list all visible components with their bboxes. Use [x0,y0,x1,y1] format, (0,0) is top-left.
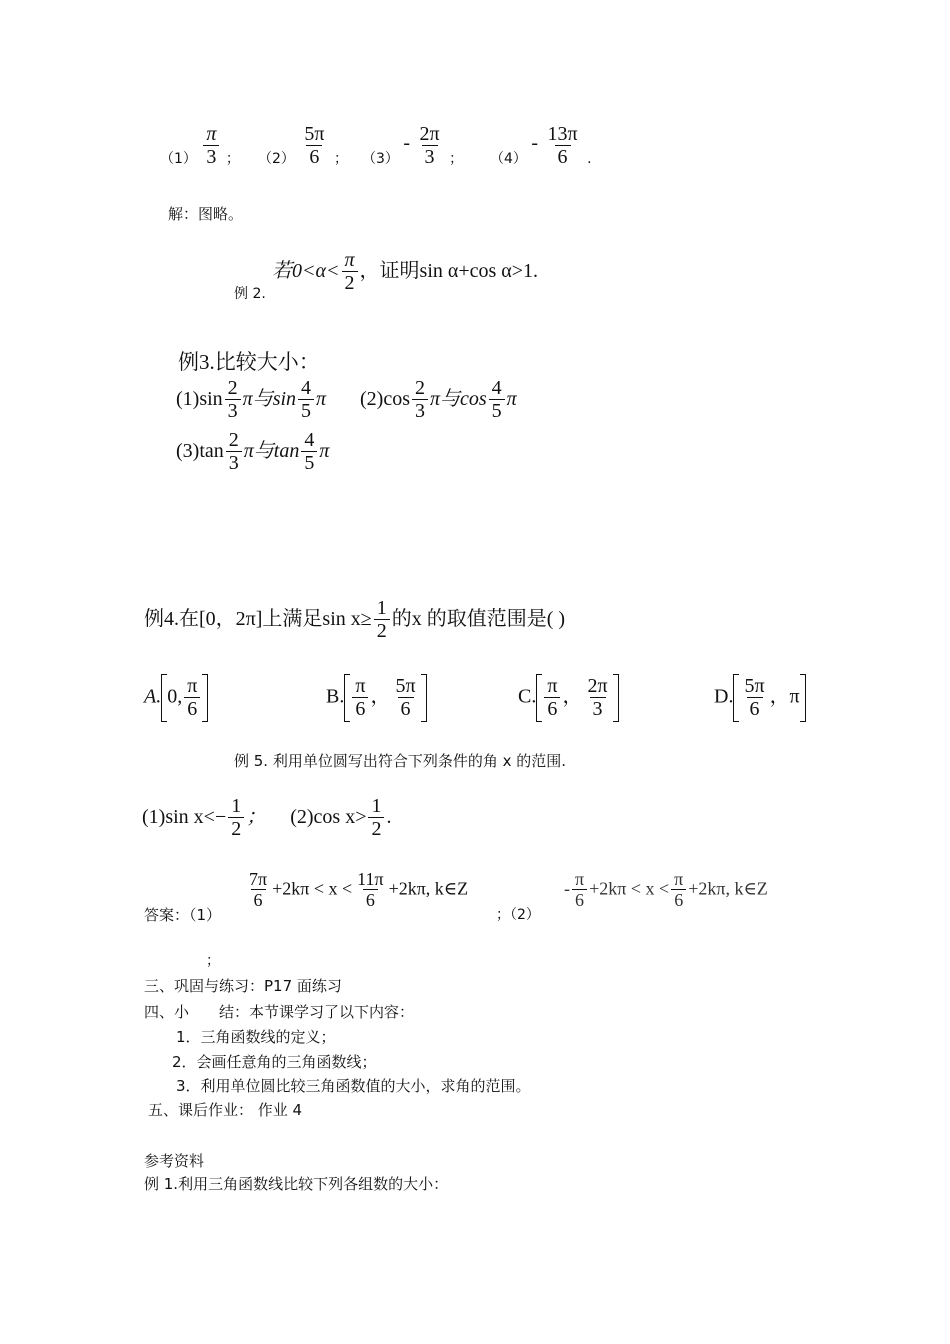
ex4-question [144,598,565,643]
right-bracket [421,674,427,722]
denominator: 6 [251,889,266,911]
references-example-1: 例 1.利用三角函数线比较下列各组数的大小： [144,1175,449,1193]
numerator: 5π [744,674,765,697]
ex3-row-1a [176,378,326,423]
option-text: ， [562,685,583,708]
denominator: 3 [590,697,606,721]
expr-text: π [319,440,330,463]
expr-text: π与cos [429,388,487,411]
answer-tail: ； [206,953,220,969]
separator: ； [333,150,348,167]
denominator: 3 [203,145,219,169]
ex4-pre: 例4.在[0，2π]上满足sin x≥ [144,608,372,631]
numerator: π [344,249,355,271]
fraction [671,870,686,911]
fraction [301,124,327,169]
denominator: 5 [301,451,317,475]
option-text: 0, [167,685,183,708]
denominator: 2 [374,619,390,643]
fraction [226,430,242,475]
section-practice: 三、巩固与练习：P17 面练习 [144,977,342,995]
answer-1 [244,870,468,911]
left-bracket [733,674,739,722]
fraction [352,676,368,721]
item-label: （2） [258,150,295,167]
ex5-questions [142,796,391,841]
fraction [374,598,390,643]
summary-point-1: 1．三角函数线的定义； [176,1028,336,1046]
ex3-row-1b [360,378,517,423]
denominator: 6 [747,697,763,721]
expr-text: (3)tan [176,440,224,463]
separator: ； [225,150,240,167]
numerator: 7π [249,869,268,889]
answer-separator: ；（2） [496,907,540,923]
expr-text: (1)sin [176,388,223,411]
denominator: 2 [228,817,244,841]
solution-line: 解：图略。 [168,205,244,223]
expr-text: π与sin [242,388,297,411]
ex5-title: 例 5. 利用单位圆写出符合下列条件的角 x 的范围. [234,752,567,770]
denominator: 3 [226,451,242,475]
numerator: 4 [301,377,312,399]
fraction [489,378,505,423]
expr-text: +2kπ, k∈Z [388,878,469,899]
denominator: 6 [306,145,322,169]
option-label: B. [326,685,345,708]
fraction [354,870,386,911]
left-bracket [536,674,542,722]
left-bracket [344,674,350,722]
denominator: 3 [225,399,241,423]
numerator: π [355,674,366,697]
ex4-option-b [326,674,427,722]
fraction [342,250,358,295]
references-title: 参考资料 [144,1152,205,1170]
numerator: 2 [414,377,425,399]
right-bracket [202,674,208,722]
right-bracket [613,674,619,722]
option-label: D. [714,685,734,708]
fraction [741,676,767,721]
item-label: （3） [362,150,399,167]
fraction [225,378,241,423]
denominator: 5 [489,399,505,423]
fraction [417,124,443,169]
numerator: 1 [231,795,242,817]
ex4-option-a [144,674,208,722]
denominator: 6 [352,697,368,721]
denominator: 6 [363,889,378,911]
minus-sign: - [403,131,411,154]
section-summary: 四、小 结：本节课学习了以下内容： [144,1003,415,1021]
ex2-pre: 若0<α< [272,260,340,283]
numerator: 2 [227,377,238,399]
fraction [584,676,610,721]
expr-text: π [506,388,517,411]
ex1-item-1 [160,124,240,169]
numerator: 5π [395,674,416,697]
numerator: 2π [587,674,608,697]
expr-text: (1)sin x<− [142,806,227,829]
numerator: π [674,869,684,889]
separator: ； [449,150,464,167]
numerator: 2 [228,429,239,451]
denominator: 2 [342,271,358,295]
expr-text: (2)cos x> [290,806,367,829]
fraction [228,796,244,841]
fraction [572,870,587,911]
ex2-label: 例 2. [234,286,266,302]
expr-text: +2kπ, k∈Z [688,878,768,899]
denominator: 6 [544,697,560,721]
option-label: C. [518,685,537,708]
right-bracket [800,674,806,722]
denominator: 2 [368,817,384,841]
denominator: 6 [184,697,200,721]
expr-text: (2)cos [360,388,410,411]
numerator: π [575,869,585,889]
numerator: 1 [376,597,387,619]
item-label: （1） [160,150,197,167]
expr-text: +2kπ < x < [272,878,353,899]
answer-label: 答案：（1） [144,906,222,924]
fraction [301,430,317,475]
numerator: π [187,674,198,697]
ex1-item-4 [490,124,592,169]
ex4-option-c [518,674,619,722]
numerator: 4 [304,429,315,451]
denominator: 6 [398,697,414,721]
summary-point-2: 2．会画任意角的三角函数线； [172,1053,377,1071]
fraction [298,378,314,423]
numerator: 11π [357,869,384,889]
numerator: 5π [304,123,325,145]
expr-text: π [316,388,327,411]
numerator: 4 [491,377,502,399]
fraction [545,124,581,169]
fraction [412,378,428,423]
fraction [184,676,200,721]
section-homework: 五、课后作业： 作业 4 [148,1101,303,1119]
expr-text: π与tan [243,440,300,463]
numerator: 13π [547,123,578,145]
summary-point-3: 3．利用单位圆比较三角函数值的大小，求角的范围。 [176,1077,531,1095]
denominator: 5 [298,399,314,423]
ex2-statement [272,250,538,295]
fraction [392,676,418,721]
denominator: 3 [422,145,438,169]
separator: . [587,150,592,167]
denominator: 6 [555,145,571,169]
denominator: 6 [671,889,686,911]
ex1-item-3 [362,124,463,169]
numerator: 1 [371,795,382,817]
ex3-row-2 [176,430,329,475]
ex1-item-2 [258,124,348,169]
numerator: π [547,674,558,697]
fraction [368,796,384,841]
ex3-title: 例3.比较大小： [178,350,320,374]
denominator: 3 [412,399,428,423]
item-label: （4） [490,150,527,167]
expr-text: +2kπ < x < [589,878,670,899]
fraction [246,870,270,911]
expr-text: ； [246,806,267,829]
fraction [203,124,219,169]
minus-sign: - [564,878,570,899]
option-text: ，π [769,685,800,708]
numerator: π [206,123,217,145]
denominator: 6 [572,889,587,911]
ex4-option-d [714,674,806,722]
ex2-post: ，证明sin α+cos α>1. [359,260,539,283]
option-text: ， [370,685,391,708]
answer-2 [564,870,768,911]
option-label: A. [144,685,162,708]
fraction [544,676,560,721]
ex4-post: 的x 的取值范围是( ) [391,608,566,631]
expr-text: . [386,806,392,829]
numerator: 2π [419,123,440,145]
minus-sign: - [531,131,539,154]
